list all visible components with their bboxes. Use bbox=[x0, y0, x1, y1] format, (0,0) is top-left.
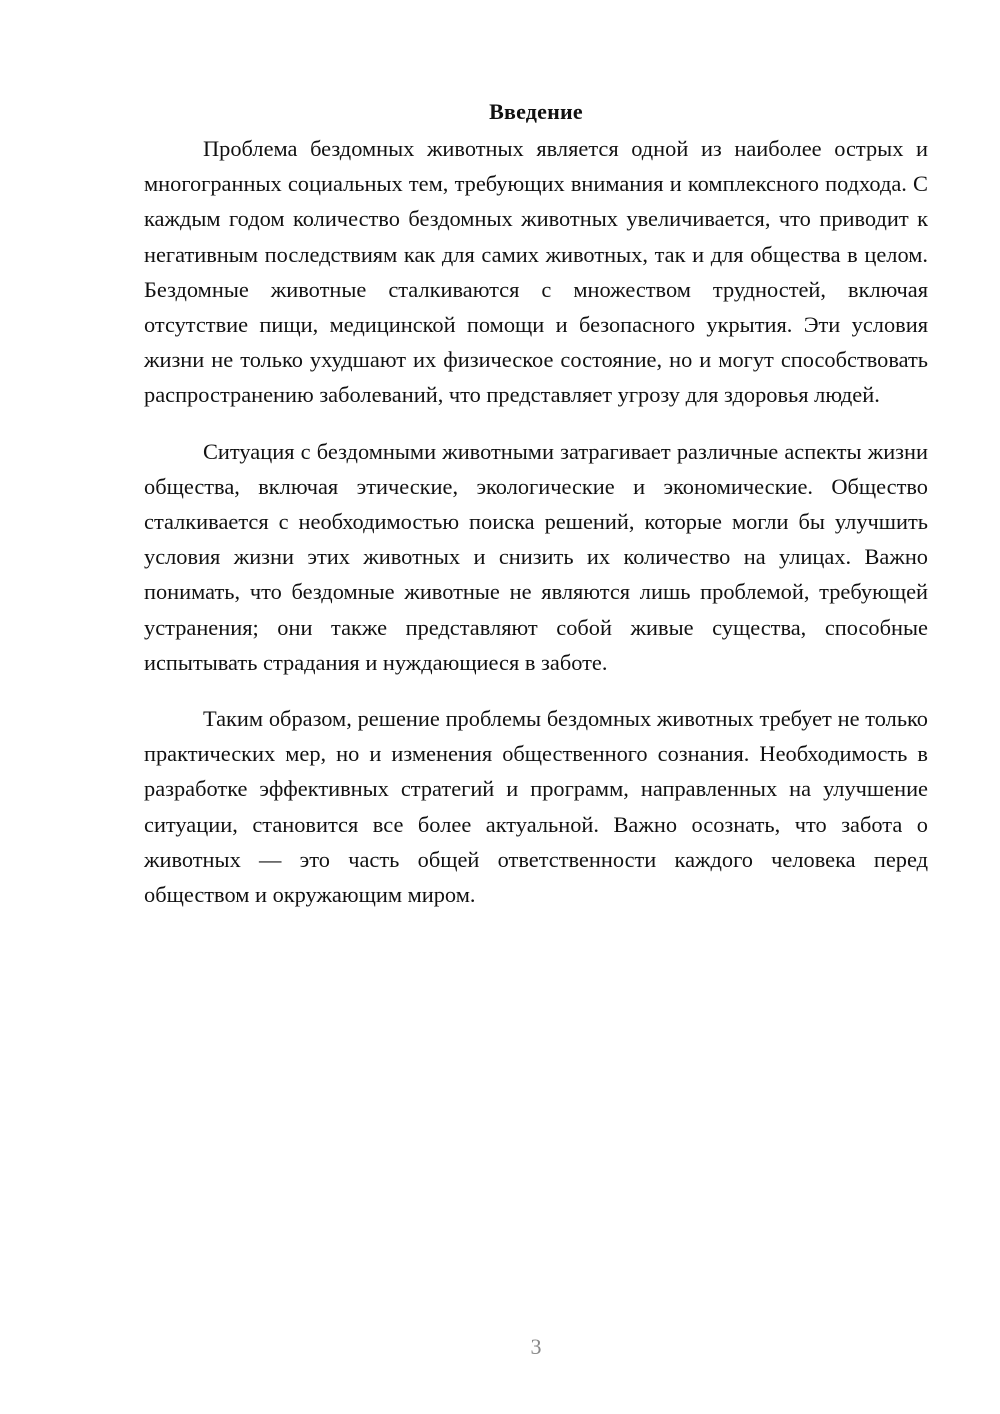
paragraph-3: Таким образом, решение проблемы бездомных животных требует не только практических мер, но и изменения общественного сознания. Необходимость в разработке эффективных стратегий и программ, направленных на улучшение ситуации, становится все более актуальной. Важно осознать, что забота о животных — это часть общей ответственности каждого человека перед обществом и окружающим миром. bbox=[144, 706, 928, 908]
page-number: 3 bbox=[530, 1334, 542, 1359]
page-content bbox=[144, 94, 928, 912]
paragraph-2: Ситуация с бездомными животными затрагивает различные аспекты жизни общества, включая этические, экологические и экономические. Общество сталкивается с необходимостью поиска решений, которые могли бы улучшить условия жизни этих животных и снизить их количество на улицах. Важно понимать, что бездомные животные не являются лишь проблемой, требующей устранения; они также представляют собой живые существа, способные испытывать страдания и нуждающиеся в заботе. bbox=[144, 438, 928, 675]
paragraph-1: Проблема бездомных животных является одной из наиболее острых и многогранных социальных тем, требующих внимания и комплексного подхода. С каждым годом количество бездомных животных увеличивается, что приводит к негативным последствиям как для самих животных, так и для общества в целом. Бездомные животные сталкиваются с множеством трудностей, включая отсутствие пищи, медицинской помощи и безопасного укрытия. Эти условия жизни не только ухудшают их физическое состояние, но и могут способствовать распространению заболеваний, что представляет угрозу для здоровья людей. bbox=[144, 136, 928, 408]
section-title: Введение bbox=[489, 99, 583, 124]
